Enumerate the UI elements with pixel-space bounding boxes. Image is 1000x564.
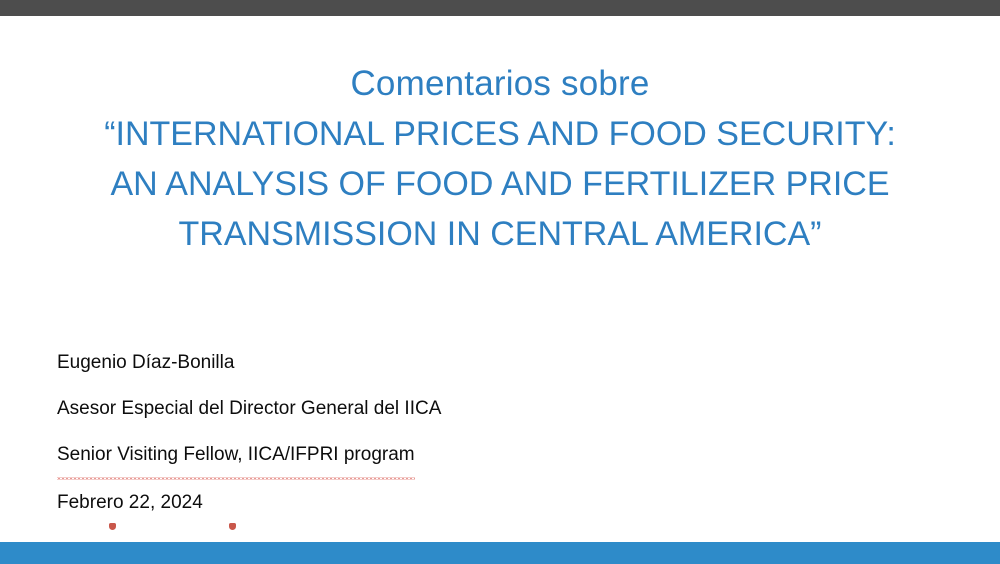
slide-bottom-bar bbox=[0, 542, 1000, 564]
title-line-1: Comentarios sobre bbox=[350, 64, 650, 103]
author-affiliation: Senior Visiting Fellow, IICA/IFPRI program bbox=[57, 432, 415, 480]
author-affiliation-wrapper bbox=[57, 432, 817, 480]
slide-body bbox=[57, 340, 817, 526]
title-line-3: AN ANALYSIS OF FOOD AND FERTILIZER PRICE bbox=[110, 165, 890, 203]
spellcheck-marker-icon bbox=[109, 523, 116, 530]
slide-top-bar bbox=[0, 0, 1000, 16]
author-role: Asesor Especial del Director General del IICA bbox=[57, 398, 442, 419]
author-name: Eugenio Díaz-Bonilla bbox=[57, 352, 235, 373]
presentation-date: Febrero 22, 2024 bbox=[57, 492, 203, 513]
slide-title bbox=[60, 58, 940, 259]
title-line-4: TRANSMISSION IN CENTRAL AMERICA” bbox=[178, 215, 822, 253]
spellcheck-marker-icon bbox=[229, 523, 236, 530]
title-line-2: “INTERNATIONAL PRICES AND FOOD SECURITY: bbox=[104, 115, 896, 153]
